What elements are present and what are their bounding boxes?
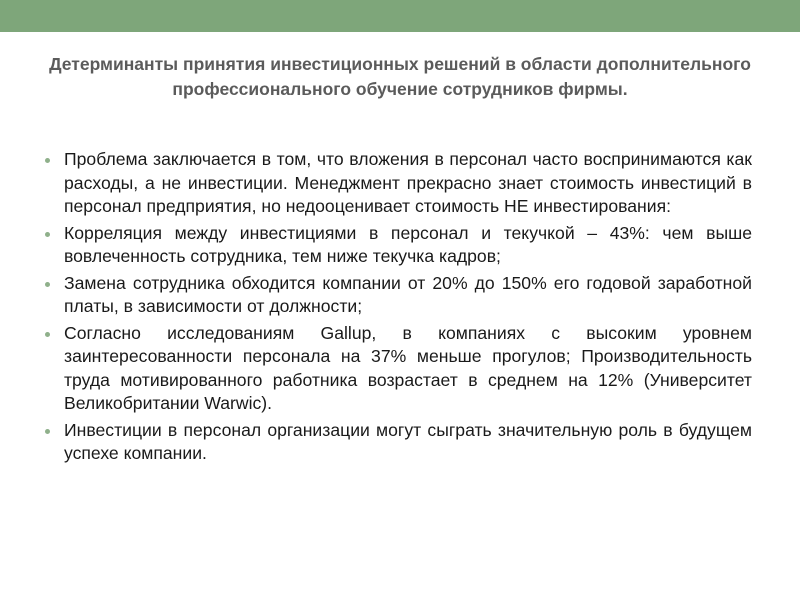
bullet-list bbox=[40, 148, 752, 469]
bullet-dot-icon bbox=[45, 158, 50, 163]
bullet-text: Замена сотрудника обходится компании от 20% до 150% его годовой заработной платы, в зависимости от должности; bbox=[64, 272, 752, 316]
slide-title: Детерминанты принятия инвестиционных решений в области дополнительного профессионального обучение сотрудников фирмы. bbox=[49, 54, 751, 99]
bullet-dot-icon bbox=[45, 332, 50, 337]
bullet-text: Корреляция между инвестициями в персонал и текучкой – 43%: чем выше вовлеченность сотрудника, тем ниже текучка кадров; bbox=[64, 222, 752, 266]
bullet-text: Проблема заключается в том, что вложения в персонал часто воспринимаются как расходы, а не инвестиции. Менеджмент прекрасно знает стоимость инвестиций в персонал предприятия, но недооценивает стоимость НЕ инвестирования: bbox=[64, 149, 752, 216]
bullet-text: Инвестиции в персонал организации могут сыграть значительную роль в будущем успехе компании. bbox=[64, 419, 752, 463]
bullet-text: Согласно исследованиям Gallup, в компаниях с высоким уровнем заинтересованности персонала на 37% меньше прогулов; Производительность труда мотивированного работника возрастает в среднем на 12% (Университет Великобритании Warwic). bbox=[64, 322, 752, 413]
bullet-item bbox=[40, 419, 752, 466]
bullet-dot-icon bbox=[45, 282, 50, 287]
top-decorative-band bbox=[0, 0, 800, 32]
bullet-item bbox=[40, 272, 752, 319]
bullet-item bbox=[40, 148, 752, 219]
bullet-dot-icon bbox=[45, 232, 50, 237]
bullet-dot-icon bbox=[45, 429, 50, 434]
bullet-item bbox=[40, 322, 752, 416]
bullet-item bbox=[40, 222, 752, 269]
